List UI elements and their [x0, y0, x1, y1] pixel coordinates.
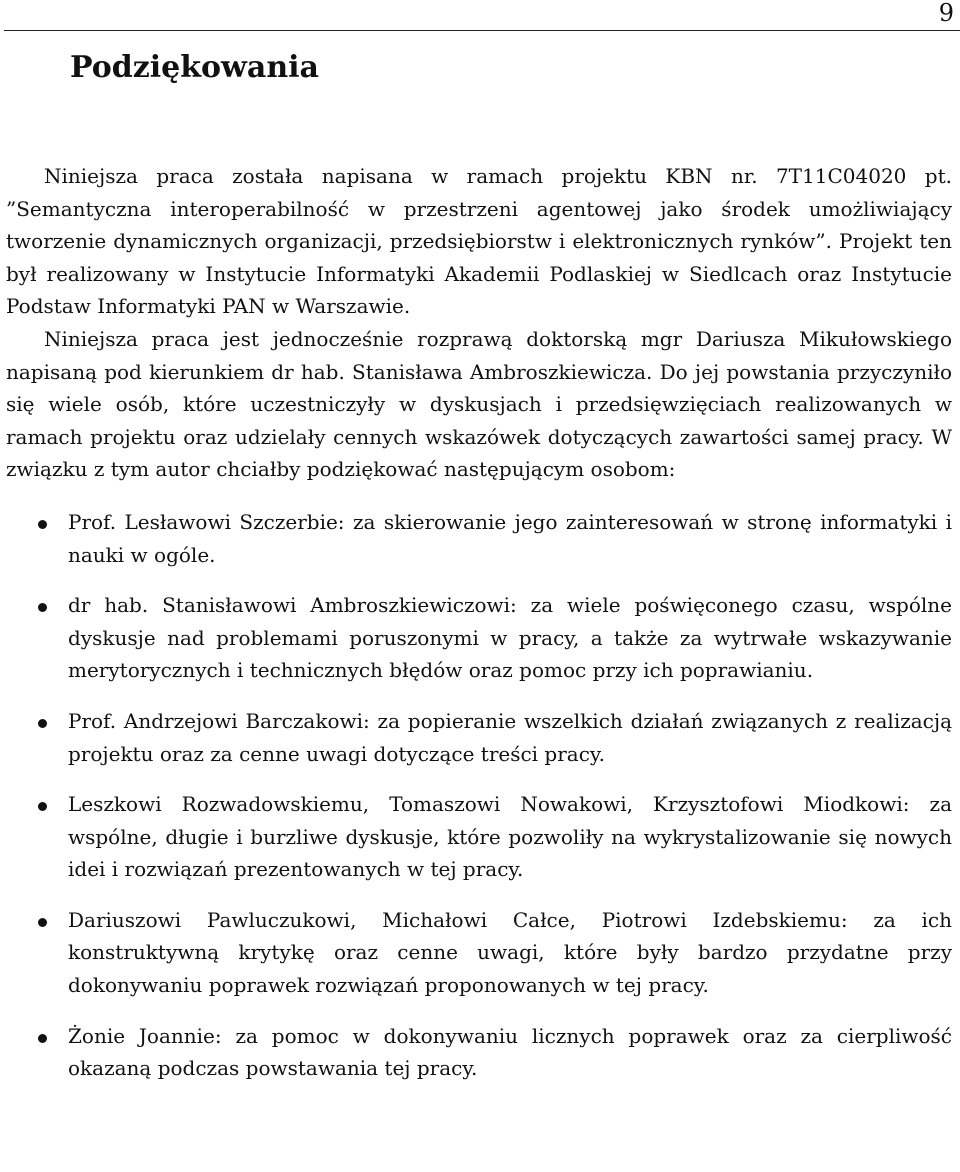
- list-item-text: Dariuszowi Pawluczukowi, Michałowi Całce, Piotrowi Izdebskiemu: za ich konstruktywną krytykę oraz cenne uwagi, które były bardzo przydatne przy dokonywaniu poprawek rozwiązań proponowanych w tej pracy.: [68, 907, 952, 998]
- list-item-text: dr hab. Stanisławowi Ambroszkiewiczowi: za wiele poświęconego czasu, wspólne dyskusje nad problemami poruszonymi w pracy, a także za wytrwałe wskazywanie merytorycznych i technicznych błędów oraz pomoc przy ich poprawianiu.: [68, 593, 952, 683]
- list-item-text: Prof. Andrzejowi Barczakowi: za popieranie wszelkich działań związanych z realizacją projektu oraz za cenne uwagi dotyczące treści pracy.: [68, 708, 952, 766]
- list-item: [6, 705, 952, 770]
- list-item: [6, 506, 952, 571]
- header-rule: [4, 30, 960, 31]
- page-number: 9: [938, 0, 954, 27]
- list-item: [6, 904, 952, 1002]
- bullet-icon: [38, 918, 47, 927]
- bullet-icon: [38, 520, 47, 529]
- body-text: [6, 160, 952, 1103]
- bullet-icon: [38, 719, 47, 728]
- bullet-icon: [38, 1034, 47, 1043]
- chapter-title: Podziękowania: [70, 50, 319, 85]
- paragraph-project: Niniejsza praca została napisana w ramach projektu KBN nr. 7T11C04020 pt. ”Semantyczna interoperabilność w przestrzeni agentowej jako środek umożliwiający tworzenie dynamicznych organizacji, przedsiębiorstw i elektronicznych rynków”. Projekt ten był realizowany w Instytucie Informatyki Akademii Podlaskiej w Siedlcach oraz Instytucie Podstaw Informatyki PAN w Warszawie.: [6, 164, 952, 319]
- acknowledgements-list: [6, 506, 952, 1085]
- list-item-text: Prof. Lesławowi Szczerbie: za skierowanie jego zainteresowań w stronę informatyki i nauki w ogóle.: [68, 509, 952, 567]
- bullet-icon: [38, 603, 47, 612]
- list-item: [6, 589, 952, 687]
- paragraph-thesis: Niniejsza praca jest jednocześnie rozprawą doktorską mgr Dariusza Mikułowskiego napisaną pod kierunkiem dr hab. Stanisława Ambroszkiewicza. Do jej powstania przyczyniło się wiele osób, które uczestniczyły w dyskusjach i przedsięwzięciach realizowanych w ramach projektu oraz udzielały cennych wskazówek dotyczących zawartości samej pracy. W związku z tym autor chciałby podziękować następującym osobom:: [6, 326, 952, 482]
- list-item: [6, 1020, 952, 1085]
- list-item-text: Żonie Joannie: za pomoc w dokonywaniu licznych poprawek oraz za cierpliwość okazaną podczas powstawania tej pracy.: [68, 1023, 952, 1081]
- list-item: [6, 788, 952, 886]
- list-item-text: Leszkowi Rozwadowskiemu, Tomaszowi Nowakowi, Krzysztofowi Miodkowi: za wspólne, długie i burzliwe dyskusje, które pozwoliły na wykrystalizowanie się nowych idei i rozwiązań prezentowanych w tej pracy.: [68, 792, 952, 882]
- bullet-icon: [38, 802, 47, 811]
